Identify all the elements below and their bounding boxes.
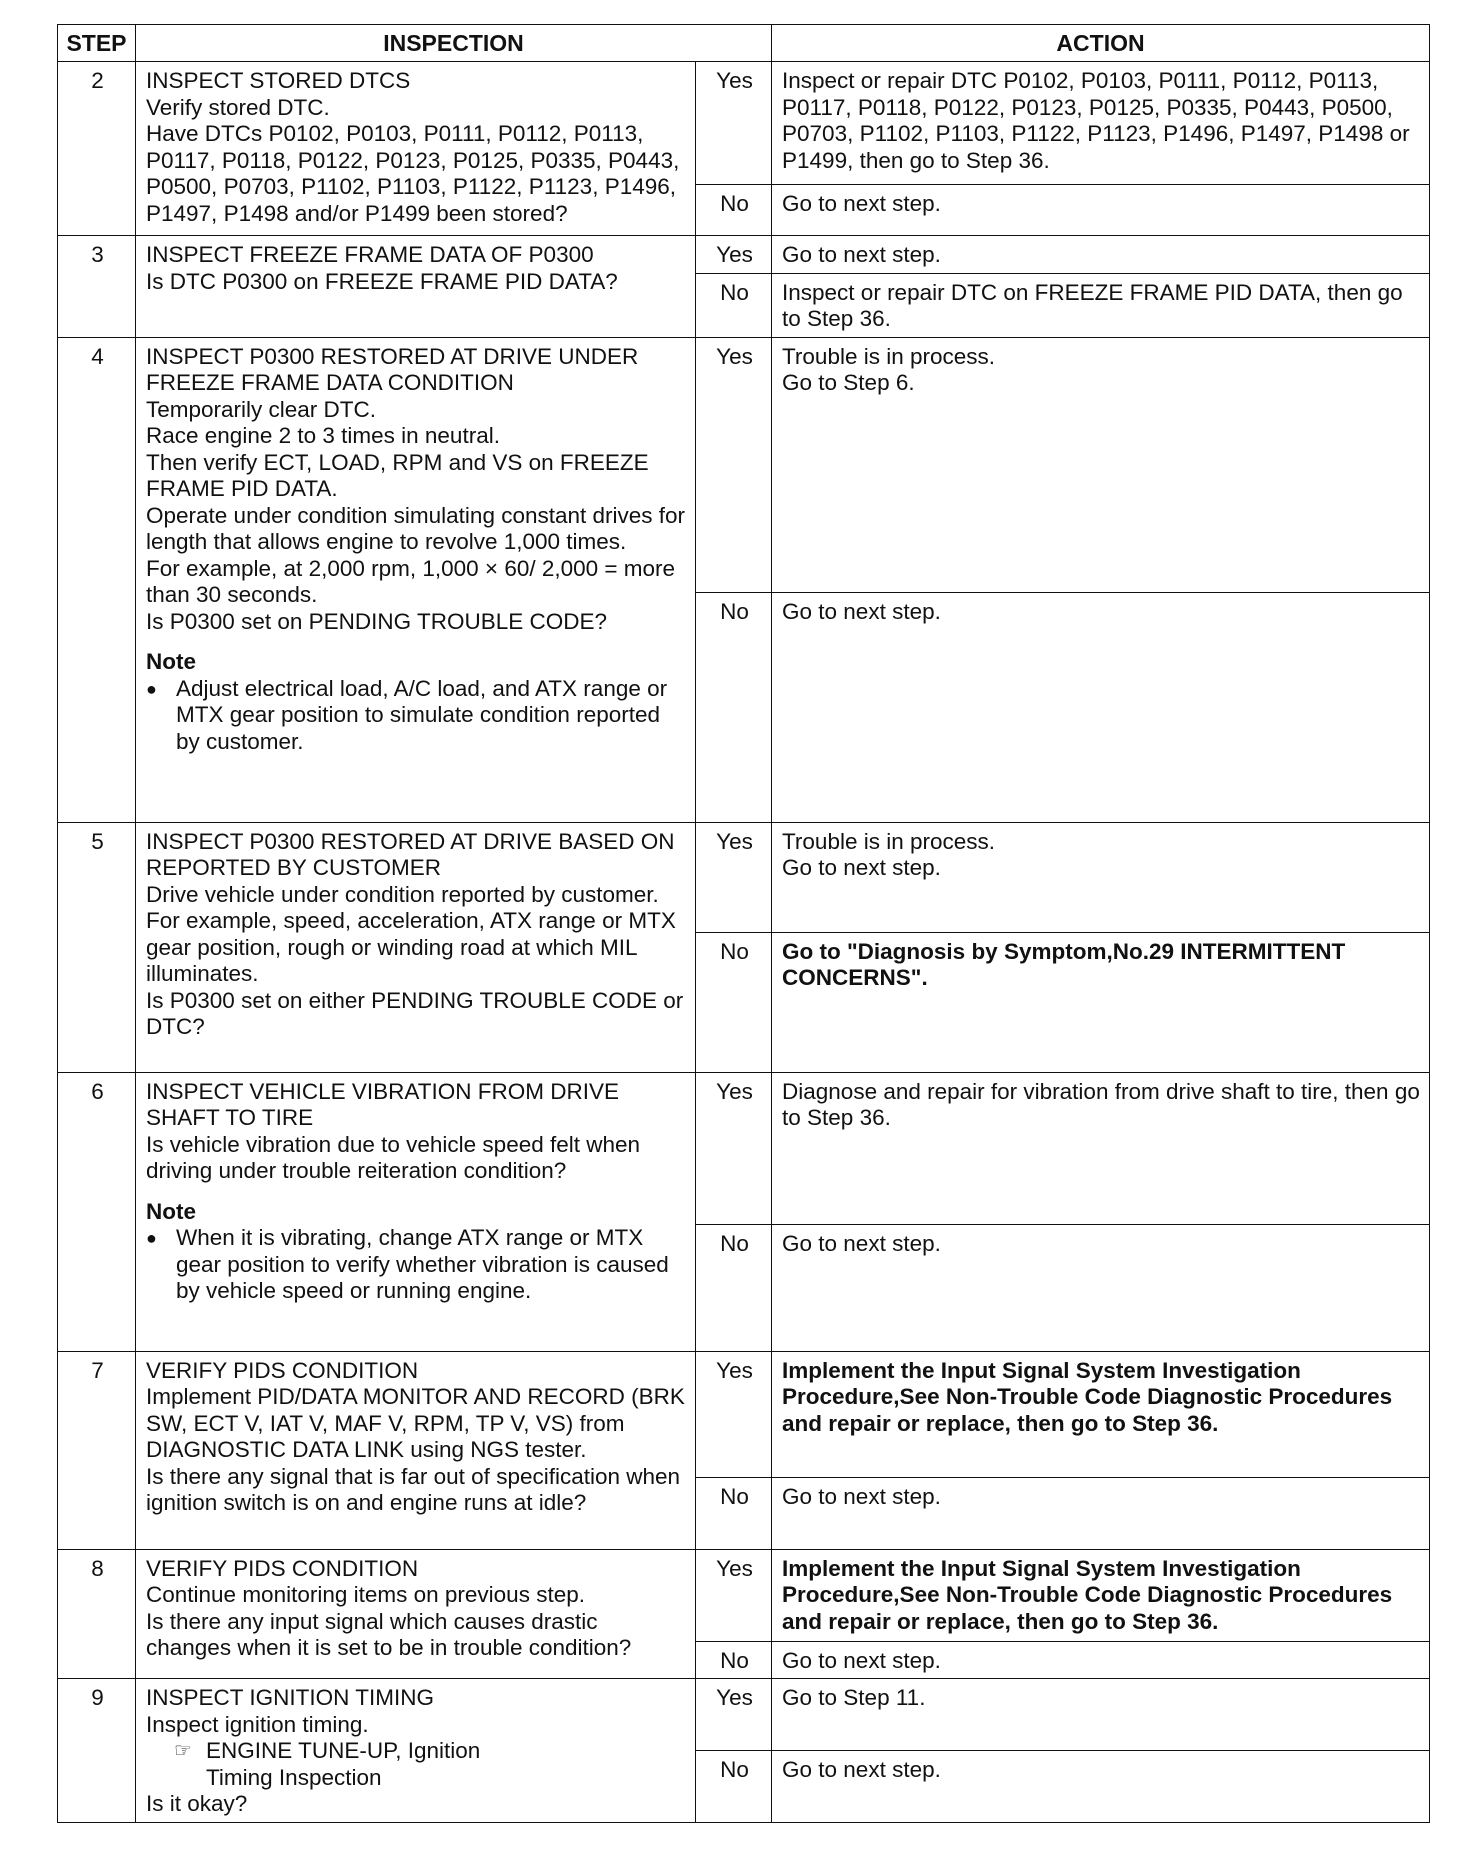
yes-label: Yes (696, 1679, 772, 1751)
action-line: Go to next step. (782, 1757, 941, 1782)
yes-label: Yes (696, 1072, 772, 1224)
action-line: Diagnose and repair for vibration from drive shaft to tire, then go to Step 36. (782, 1078, 1420, 1130)
reference-line: ENGINE TUNE-UP, Ignition (206, 1738, 481, 1763)
step-number: 4 (58, 337, 136, 822)
inspection-line: For example, at 2,000 rpm, 1,000 × 60/ 2,000 = more than 30 seconds. (146, 555, 676, 607)
inspection-cell (136, 236, 696, 338)
reference-line: Timing Inspection (206, 1764, 382, 1790)
action-line: Go to "Diagnosis by Symptom,No.29 INTERMITTENT CONCERNS". (782, 938, 1346, 990)
action-line: Go to next step. (782, 1647, 941, 1673)
inspection-line: INSPECT P0300 RESTORED AT DRIVE UNDER FREEZE FRAME DATA CONDITION (146, 343, 639, 395)
action-line: Go to next step. (782, 242, 941, 267)
bullet-dot-icon: ● (146, 1228, 157, 1248)
yes-label: Yes (696, 822, 772, 932)
inspection-line: Race engine 2 to 3 times in neutral. (146, 423, 500, 448)
no-action (772, 1641, 1430, 1679)
yes-label: Yes (696, 236, 772, 274)
no-label: No (696, 185, 772, 236)
note-text: When it is vibrating, change ATX range or MTX gear position to verify whether vibration is caused by vehicle speed or running engine. (176, 1225, 669, 1303)
step-row (58, 1679, 1430, 1751)
action-line: Go to next step. (782, 855, 941, 880)
no-action (772, 1224, 1430, 1351)
inspection-line: Inspect ignition timing. (146, 1711, 369, 1737)
bullet-dot-icon: ● (146, 678, 157, 699)
no-action (772, 1477, 1430, 1549)
action-line: Go to next step. (782, 1483, 941, 1509)
no-label: No (696, 273, 772, 337)
step-number: 2 (58, 62, 136, 236)
step-row (58, 1072, 1430, 1224)
inspection-line: Is it okay? (146, 1791, 248, 1816)
inspection-line: For example, speed, acceleration, ATX range or MTX gear position, rough or winding road at which MIL illuminates. (146, 908, 676, 986)
step-number: 7 (58, 1351, 136, 1549)
inspection-line: INSPECT P0300 RESTORED AT DRIVE BASED ON REPORTED BY CUSTOMER (146, 828, 675, 880)
action-line: Implement the Input Signal System Investigation Procedure,See Non-Trouble Code Diagnostic Procedures and repair or replace, then go to Step 36. (782, 1555, 1393, 1634)
yes-action (772, 62, 1430, 185)
no-label: No (696, 1477, 772, 1549)
inspection-cell (136, 1072, 696, 1351)
no-label: No (696, 1751, 772, 1823)
action-line: Go to Step 6. (782, 370, 915, 395)
action-line: Implement the Input Signal System Investigation Procedure,See Non-Trouble Code Diagnostic Procedures and repair or replace, then go to Step 36. (782, 1357, 1393, 1436)
no-action (772, 185, 1430, 236)
note-title: Note (146, 649, 196, 674)
header-step: STEP (58, 25, 136, 62)
inspection-line: INSPECT IGNITION TIMING (146, 1685, 434, 1710)
inspection-line: Verify stored DTC. (146, 94, 330, 120)
no-action (772, 273, 1430, 337)
action-line: Go to next step. (782, 598, 941, 624)
inspection-line: Have DTCs P0102, P0103, P0111, P0112, P0113, P0117, P0118, P0122, P0123, P0125, P0335, P0443, P0500, P0703, P1102, P1103, P1122, P1123, P1496, P1497, P1498 and/or P1499 been stored? (146, 121, 680, 226)
inspection-line: Operate under condition simulating constant drives for length that allows engine to revolve 1,000 times. (146, 502, 686, 554)
inspection-cell (136, 1351, 696, 1549)
no-action (772, 1751, 1430, 1823)
step-number: 5 (58, 822, 136, 1072)
inspection-line: Is there any signal that is far out of specification when ignition switch is on and engine runs at idle? (146, 1463, 681, 1515)
inspection-cell (136, 337, 696, 822)
yes-action (772, 1351, 1430, 1477)
step-row (58, 62, 1430, 185)
action-line: Go to next step. (782, 191, 941, 216)
inspection-cell (136, 62, 696, 236)
no-label: No (696, 932, 772, 1072)
no-label: No (696, 592, 772, 822)
step-row (58, 337, 1430, 592)
note-title: Note (146, 1198, 196, 1224)
step-row (58, 236, 1430, 274)
inspection-line: Is vehicle vibration due to vehicle speed felt when driving under trouble reiteration condition? (146, 1131, 641, 1183)
note-text: Adjust electrical load, A/C load, and ATX range or MTX gear position to simulate condition reported by customer. (176, 675, 668, 754)
no-label: No (696, 1224, 772, 1351)
yes-label: Yes (696, 1351, 772, 1477)
step-number: 8 (58, 1549, 136, 1679)
yes-action (772, 236, 1430, 274)
step-number: 6 (58, 1072, 136, 1351)
yes-label: Yes (696, 62, 772, 185)
yes-label: Yes (696, 1549, 772, 1641)
inspection-cell (136, 1679, 696, 1823)
no-action (772, 592, 1430, 822)
inspection-line: Is P0300 set on either PENDING TROUBLE CODE or DTC? (146, 987, 684, 1039)
step-number: 3 (58, 236, 136, 338)
diagnostic-table (57, 24, 1430, 1823)
yes-action (772, 822, 1430, 932)
inspection-line: VERIFY PIDS CONDITION (146, 1357, 419, 1383)
inspection-line: INSPECT VEHICLE VIBRATION FROM DRIVE SHAFT TO TIRE (146, 1078, 619, 1130)
inspection-cell (136, 822, 696, 1072)
no-label: No (696, 1641, 772, 1679)
header-action: ACTION (772, 25, 1430, 62)
inspection-cell (136, 1549, 696, 1679)
step-row (58, 1549, 1430, 1641)
note-bullet (146, 676, 687, 756)
inspection-line: INSPECT STORED DTCS (146, 68, 411, 93)
inspection-line: Temporarily clear DTC. (146, 396, 377, 422)
inspection-line: INSPECT FREEZE FRAME DATA OF P0300 (146, 242, 594, 267)
step-row (58, 822, 1430, 932)
step-row (58, 1351, 1430, 1477)
pointing-hand-icon: ☞ (174, 1740, 192, 1762)
no-action (772, 932, 1430, 1072)
inspection-line: Implement PID/DATA MONITOR AND RECORD (BRK SW, ECT V, IAT V, MAF V, RPM, TP V, VS) from DIAGNOSTIC DATA LINK using NGS tester. (146, 1384, 685, 1462)
yes-action (772, 1679, 1430, 1751)
inspection-line: Is P0300 set on PENDING TROUBLE CODE? (146, 608, 608, 634)
yes-action (772, 1072, 1430, 1224)
inspection-line: Drive vehicle under condition reported by customer. (146, 881, 659, 907)
action-line: Trouble is in process. (782, 343, 996, 369)
action-line: Trouble is in process. (782, 828, 996, 854)
header-row (58, 25, 1430, 62)
yes-label: Yes (696, 337, 772, 592)
yes-action (772, 337, 1430, 592)
inspection-line: Is DTC P0300 on FREEZE FRAME PID DATA? (146, 268, 618, 294)
reference-text (206, 1738, 480, 1791)
inspection-line: Then verify ECT, LOAD, RPM and VS on FREEZE FRAME PID DATA. (146, 449, 649, 501)
yes-action (772, 1549, 1430, 1641)
action-line: Go to next step. (782, 1230, 941, 1256)
reference-link (146, 1738, 687, 1791)
inspection-line: Is there any input signal which causes drastic changes when it is set to be in trouble condition? (146, 1608, 632, 1660)
action-line: Inspect or repair DTC on FREEZE FRAME PID DATA, then go to Step 36. (782, 279, 1403, 331)
action-line: Go to Step 11. (782, 1685, 926, 1710)
header-inspection: INSPECTION (136, 25, 772, 62)
inspection-line: Continue monitoring items on previous step. (146, 1582, 585, 1607)
note-bullet (146, 1225, 687, 1305)
inspection-line: VERIFY PIDS CONDITION (146, 1555, 419, 1581)
step-number: 9 (58, 1679, 136, 1823)
action-line: Inspect or repair DTC P0102, P0103, P0111, P0112, P0113, P0117, P0118, P0122, P0123, P0125, P0335, P0443, P0500, P0703, P1102, P1103, P1122, P1123, P1496, P1497, P1498 or P1499, then go to Step 36. (782, 68, 1410, 173)
